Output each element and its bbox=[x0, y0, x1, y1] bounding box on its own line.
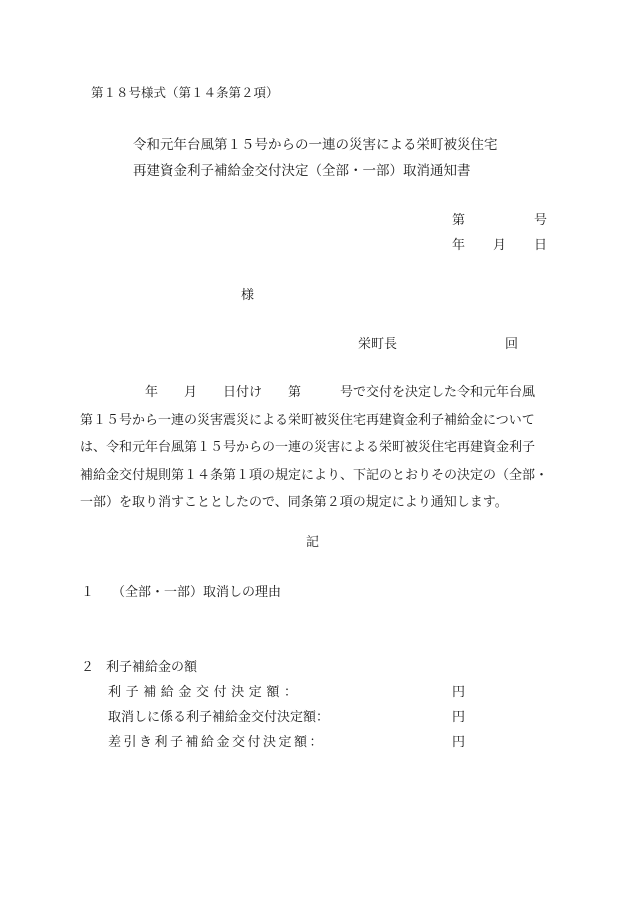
amount-unit-cancelled: 円 bbox=[452, 710, 466, 725]
addressee-suffix: 様 bbox=[241, 288, 255, 303]
doc-number-suffix: 号 bbox=[534, 213, 548, 228]
document-title-line-2: 再建資金利子補給金交付決定（全部・一部）取消通知書 bbox=[133, 163, 471, 179]
date-month: 月 bbox=[493, 238, 507, 253]
amount-unit-net: 円 bbox=[452, 735, 466, 750]
section-1-number: １ bbox=[81, 585, 95, 600]
sender-name: 栄町長 bbox=[358, 337, 398, 352]
official-seal-mark: 回 bbox=[505, 337, 519, 352]
section-2-number: ２ bbox=[81, 660, 95, 675]
section-1-label: （全部・一部）取消しの理由 bbox=[112, 585, 282, 600]
amount-row-net bbox=[108, 731, 333, 750]
notice-body-paragraph: 年 月 日付け 第 号で交付を決定した令和元年台風 第１５号から一連の災害震災による栄町被災住宅再建資金利子補給金については、令和元年台風第１５号からの一連の災害による栄町被災住宅再建資金利子 補給金交付規則第１４条第１項の規定により、下記のとおりその決定の（全部・ 一部）を取り消すこととしたので、同条第２項の規定により通知します。 bbox=[80, 385, 549, 510]
amount-label-net: 差引き利子補給金交付決定額： bbox=[108, 735, 326, 750]
doc-number-prefix: 第 bbox=[452, 213, 466, 228]
amount-row-decided bbox=[108, 681, 333, 700]
section-2-label: 利子補給金の額 bbox=[106, 660, 198, 675]
date-day: 日 bbox=[534, 238, 548, 253]
amount-label-cancelled: 取消しに係る利子補給金交付決定額： bbox=[108, 710, 330, 725]
ki-heading: 記 bbox=[306, 535, 320, 550]
date-year: 年 bbox=[452, 238, 466, 253]
section-1-heading bbox=[81, 581, 281, 600]
amount-row-cancelled bbox=[108, 706, 333, 725]
document-title-line-1: 令和元年台風第１５号からの一連の災害による栄町被災住宅 bbox=[133, 137, 498, 153]
amount-unit-decided: 円 bbox=[452, 685, 466, 700]
section-2-heading bbox=[81, 656, 197, 675]
amount-label-decided: 利子補給金交付決定額： bbox=[108, 685, 302, 700]
form-number: 第１８号様式（第１４条第２項） bbox=[91, 85, 279, 100]
